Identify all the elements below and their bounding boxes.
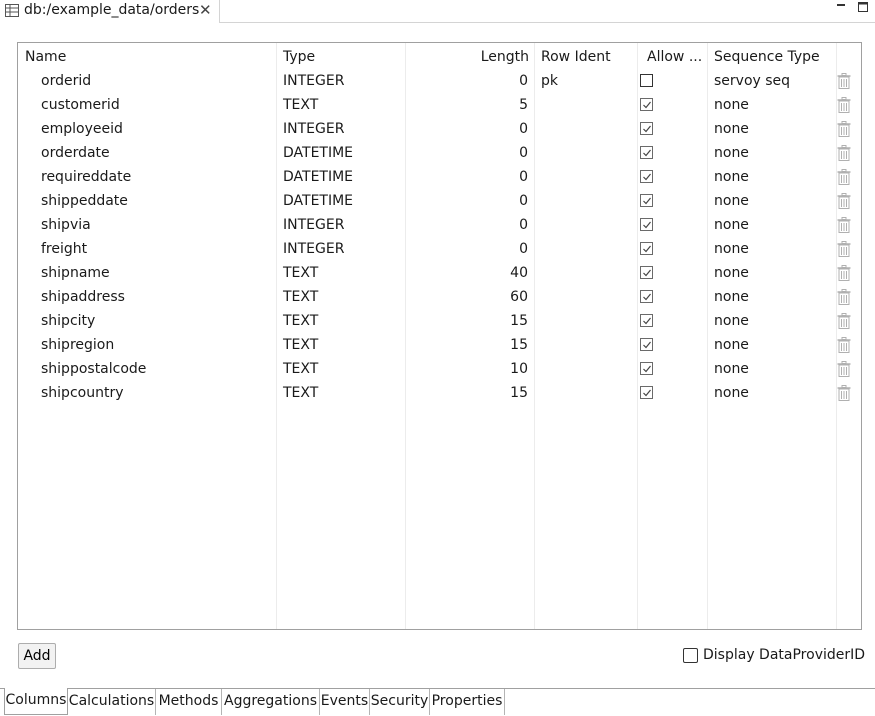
allow-null-checkbox[interactable]	[640, 362, 653, 375]
table-row[interactable]	[18, 239, 861, 263]
column-sequence-type-cell[interactable]: none	[714, 217, 749, 233]
column-length-cell[interactable]: 0	[519, 193, 528, 209]
column-sequence-type-cell[interactable]: none	[714, 385, 749, 401]
allow-null-checkbox[interactable]	[640, 314, 653, 327]
column-sequence-type-cell[interactable]: servoy seq	[714, 73, 791, 89]
column-name-cell[interactable]: shipcity	[41, 313, 96, 329]
minimize-icon[interactable]	[834, 0, 848, 14]
column-sequence-type-cell[interactable]: none	[714, 169, 749, 185]
allow-null-checkbox[interactable]	[640, 290, 653, 303]
display-dataprovider-checkbox[interactable]	[683, 648, 698, 663]
table-row[interactable]	[18, 191, 861, 215]
display-dataprovider-label: Display DataProviderID	[703, 647, 866, 663]
column-name-cell[interactable]: shipcountry	[41, 385, 124, 401]
maximize-icon[interactable]	[856, 0, 870, 14]
column-length-cell[interactable]: 0	[519, 121, 528, 137]
trash-icon[interactable]	[837, 289, 851, 305]
column-name-cell[interactable]: shipname	[41, 265, 110, 281]
column-length-cell[interactable]: 60	[510, 289, 528, 305]
column-sequence-type-cell[interactable]: none	[714, 241, 749, 257]
tab-properties[interactable]: Properties	[430, 689, 505, 715]
table-row[interactable]	[18, 335, 861, 359]
allow-null-checkbox[interactable]	[640, 218, 653, 231]
allow-null-checkbox[interactable]	[640, 122, 653, 135]
column-name-cell[interactable]: shipregion	[41, 337, 115, 353]
column-type-cell[interactable]: INTEGER	[283, 121, 345, 137]
allow-null-checkbox[interactable]	[640, 266, 653, 279]
close-icon[interactable]: ✕	[199, 1, 212, 19]
tab-calculations[interactable]: Calculations	[68, 689, 156, 715]
header-sequence-type[interactable]: Sequence Type	[714, 49, 820, 65]
column-name-cell[interactable]: shipaddress	[41, 289, 125, 305]
trash-icon[interactable]	[837, 337, 851, 353]
editor-tab-orders[interactable]	[0, 0, 220, 23]
trash-icon[interactable]	[837, 241, 851, 257]
allow-null-checkbox[interactable]	[640, 242, 653, 255]
column-type-cell[interactable]: DATETIME	[283, 193, 354, 209]
trash-icon[interactable]	[837, 361, 851, 377]
trash-icon[interactable]	[837, 97, 851, 113]
trash-icon[interactable]	[837, 313, 851, 329]
table-icon	[5, 4, 19, 17]
column-name-cell[interactable]: requireddate	[41, 169, 132, 185]
allow-null-checkbox[interactable]	[640, 170, 653, 183]
trash-icon[interactable]	[837, 121, 851, 137]
column-sequence-type-cell[interactable]: none	[714, 313, 749, 329]
column-length-cell[interactable]: 15	[510, 385, 528, 401]
allow-null-checkbox[interactable]	[640, 74, 653, 87]
tab-security[interactable]: Security	[370, 689, 430, 715]
column-type-cell[interactable]: DATETIME	[283, 169, 354, 185]
column-type-cell[interactable]: INTEGER	[283, 73, 345, 89]
trash-icon[interactable]	[837, 169, 851, 185]
header-allow-null[interactable]: Allow ...	[647, 49, 703, 65]
column-row-ident-cell[interactable]: pk	[541, 73, 558, 89]
header-type[interactable]: Type	[283, 49, 316, 65]
allow-null-checkbox[interactable]	[640, 386, 653, 399]
column-sequence-type-cell[interactable]: none	[714, 145, 749, 161]
header-name[interactable]: Name	[25, 49, 67, 65]
trash-icon[interactable]	[837, 385, 851, 401]
allow-null-checkbox[interactable]	[640, 146, 653, 159]
column-type-cell[interactable]: DATETIME	[283, 145, 354, 161]
trash-icon[interactable]	[837, 73, 851, 89]
column-name-cell[interactable]: orderdate	[41, 145, 110, 161]
tab-methods[interactable]: Methods	[156, 689, 222, 715]
table-row[interactable]	[18, 167, 861, 191]
column-type-cell[interactable]: TEXT	[283, 337, 319, 353]
column-name-cell[interactable]: shipvia	[41, 217, 91, 233]
header-row-ident[interactable]: Row Ident	[541, 49, 611, 65]
editor-tab-bar	[0, 0, 875, 23]
tab-events[interactable]: Events	[320, 689, 370, 715]
header-length[interactable]: Length	[480, 49, 529, 65]
column-name-cell[interactable]: shippeddate	[41, 193, 128, 209]
column-name-cell[interactable]: shippostalcode	[41, 361, 147, 377]
column-sequence-type-cell[interactable]: none	[714, 265, 749, 281]
column-name-cell[interactable]: orderid	[41, 73, 92, 89]
column-type-cell[interactable]: TEXT	[283, 97, 319, 113]
column-sequence-type-cell[interactable]: none	[714, 193, 749, 209]
column-name-cell[interactable]: customerid	[41, 97, 120, 113]
column-type-cell[interactable]: TEXT	[283, 265, 319, 281]
column-sequence-type-cell[interactable]: none	[714, 361, 749, 377]
column-length-cell[interactable]: 0	[519, 73, 528, 89]
table-row[interactable]	[18, 95, 861, 119]
trash-icon[interactable]	[837, 217, 851, 233]
table-row[interactable]	[18, 119, 861, 143]
allow-null-checkbox[interactable]	[640, 338, 653, 351]
columns-table	[17, 42, 862, 630]
add-button[interactable]: Add	[18, 643, 56, 669]
allow-null-checkbox[interactable]	[640, 194, 653, 207]
table-row[interactable]	[18, 287, 861, 311]
column-sequence-type-cell[interactable]: none	[714, 121, 749, 137]
bottom-tab-bar	[0, 688, 875, 716]
column-type-cell[interactable]: TEXT	[283, 289, 319, 305]
column-length-cell[interactable]: 0	[519, 145, 528, 161]
column-type-cell[interactable]: TEXT	[283, 313, 319, 329]
column-type-cell[interactable]: INTEGER	[283, 217, 345, 233]
tab-columns[interactable]: Columns	[4, 688, 68, 715]
table-row[interactable]	[18, 263, 861, 287]
column-length-cell[interactable]: 5	[519, 97, 528, 113]
trash-icon[interactable]	[837, 265, 851, 281]
table-row[interactable]	[18, 215, 861, 239]
column-length-cell[interactable]: 15	[510, 313, 528, 329]
table-row[interactable]	[18, 359, 861, 383]
column-type-cell[interactable]: TEXT	[283, 385, 319, 401]
table-row[interactable]	[18, 143, 861, 167]
column-length-cell[interactable]: 10	[510, 361, 528, 377]
column-length-cell[interactable]: 0	[519, 217, 528, 233]
column-sequence-type-cell[interactable]: none	[714, 337, 749, 353]
column-type-cell[interactable]: INTEGER	[283, 241, 345, 257]
column-sequence-type-cell[interactable]: none	[714, 97, 749, 113]
column-name-cell[interactable]: freight	[41, 241, 88, 257]
column-sequence-type-cell[interactable]: none	[714, 289, 749, 305]
table-row[interactable]	[18, 311, 861, 335]
column-name-cell[interactable]: employeeid	[41, 121, 123, 137]
column-length-cell[interactable]: 0	[519, 241, 528, 257]
column-length-cell[interactable]: 0	[519, 169, 528, 185]
trash-icon[interactable]	[837, 193, 851, 209]
table-row[interactable]	[18, 71, 861, 95]
tab-aggregations[interactable]: Aggregations	[222, 689, 320, 715]
allow-null-checkbox[interactable]	[640, 98, 653, 111]
column-length-cell[interactable]: 15	[510, 337, 528, 353]
table-row[interactable]	[18, 383, 861, 407]
editor-tab-title: db:/example_data/orders	[24, 2, 200, 18]
column-length-cell[interactable]: 40	[510, 265, 528, 281]
column-type-cell[interactable]: TEXT	[283, 361, 319, 377]
trash-icon[interactable]	[837, 145, 851, 161]
